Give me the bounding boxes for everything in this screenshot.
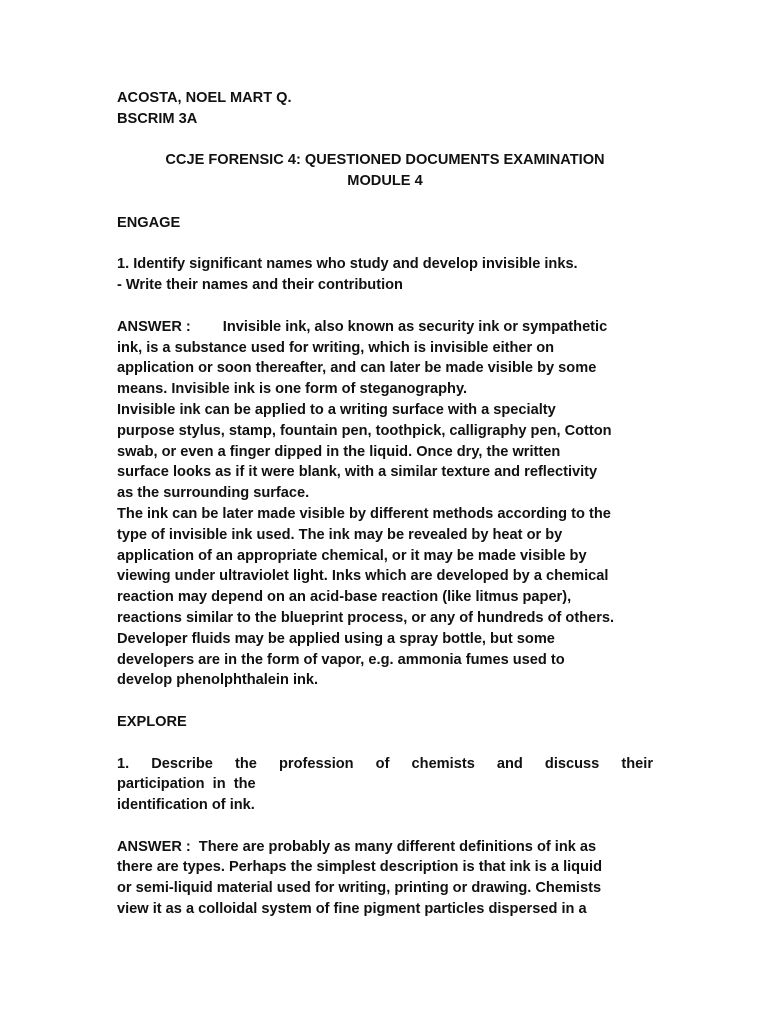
engage-answer-line-4: means. Invisible ink is one form of steganography. xyxy=(117,381,468,398)
engage-heading: ENGAGE xyxy=(117,214,181,231)
student-section: BSCRIM 3A xyxy=(117,110,198,127)
engage-answer-line-13: viewing under ultraviolet light. Inks which are developed by a chemical xyxy=(117,568,609,585)
engage-answer-line-11: type of invisible ink used. The ink may be revealed by heat or by xyxy=(117,526,563,543)
engage-answer-line-5: Invisible ink can be applied to a writing surface with a specialty xyxy=(117,401,556,418)
explore-question-line-1: 1. Describe the profession of chemists and discuss their xyxy=(117,755,653,772)
engage-answer-line-3: application or soon thereafter, and can later be made visible by some xyxy=(117,360,597,377)
explore-question-line-3: identification of ink. xyxy=(117,797,255,814)
engage-answer-line-9: as the surrounding surface. xyxy=(117,485,310,502)
explore-answer-line-4: view it as a colloidal system of fine pigment particles dispersed in a xyxy=(117,901,587,918)
engage-answer-line-14: reaction may depend on an acid-base reaction (like litmus paper), xyxy=(117,589,572,606)
engage-answer-line-7: swab, or even a finger dipped in the liquid. Once dry, the written xyxy=(117,443,561,460)
engage-answer-line-15: reactions similar to the blueprint process, or any of hundreds of others. xyxy=(117,609,615,626)
engage-answer-line-18: develop phenolphthalein ink. xyxy=(117,672,319,689)
document-page xyxy=(117,88,653,920)
engage-answer-line-2: ink, is a substance used for writing, which is invisible either on xyxy=(117,339,555,356)
engage-question-line-2: - Write their names and their contribution xyxy=(117,277,403,294)
explore-answer-line-2: there are types. Perhaps the simplest description is that ink is a liquid xyxy=(117,859,602,876)
engage-answer-line-8: surface looks as if it were blank, with a similar texture and reflectivity xyxy=(117,464,598,481)
engage-answer-line-6: purpose stylus, stamp, fountain pen, toothpick, calligraphy pen, Cotton xyxy=(117,422,612,439)
explore-answer-line-3: or semi-liquid material used for writing, printing or drawing. Chemists xyxy=(117,880,602,897)
engage-question-line-1: 1. Identify significant names who study and develop invisible inks. xyxy=(117,256,578,273)
explore-answer-label: ANSWER : xyxy=(117,838,191,855)
engage-answer-line-12: application of an appropriate chemical, or it may be made visible by xyxy=(117,547,587,564)
module-title: MODULE 4 xyxy=(347,173,423,190)
engage-answer-line-17: developers are in the form of vapor, e.g. ammonia fumes used to xyxy=(117,651,565,668)
engage-answer-line-1: ANSWER : Invisible ink, also known as security ink or sympathetic xyxy=(117,318,608,335)
engage-answer-line-16: Developer fluids may be applied using a spray bottle, but some xyxy=(117,630,555,647)
explore-question-line-2: participation in the xyxy=(117,776,256,793)
engage-answer-line-10: The ink can be later made visible by different methods according to the xyxy=(117,505,611,522)
explore-heading: EXPLORE xyxy=(117,713,187,730)
engage-answer-label: ANSWER : xyxy=(117,318,191,335)
student-name: ACOSTA, NOEL MART Q. xyxy=(117,90,292,106)
explore-answer-line-1: ANSWER : There are probably as many different definitions of ink as xyxy=(117,838,597,855)
course-title: CCJE FORENSIC 4: QUESTIONED DOCUMENTS EXAMINATION xyxy=(165,152,605,169)
